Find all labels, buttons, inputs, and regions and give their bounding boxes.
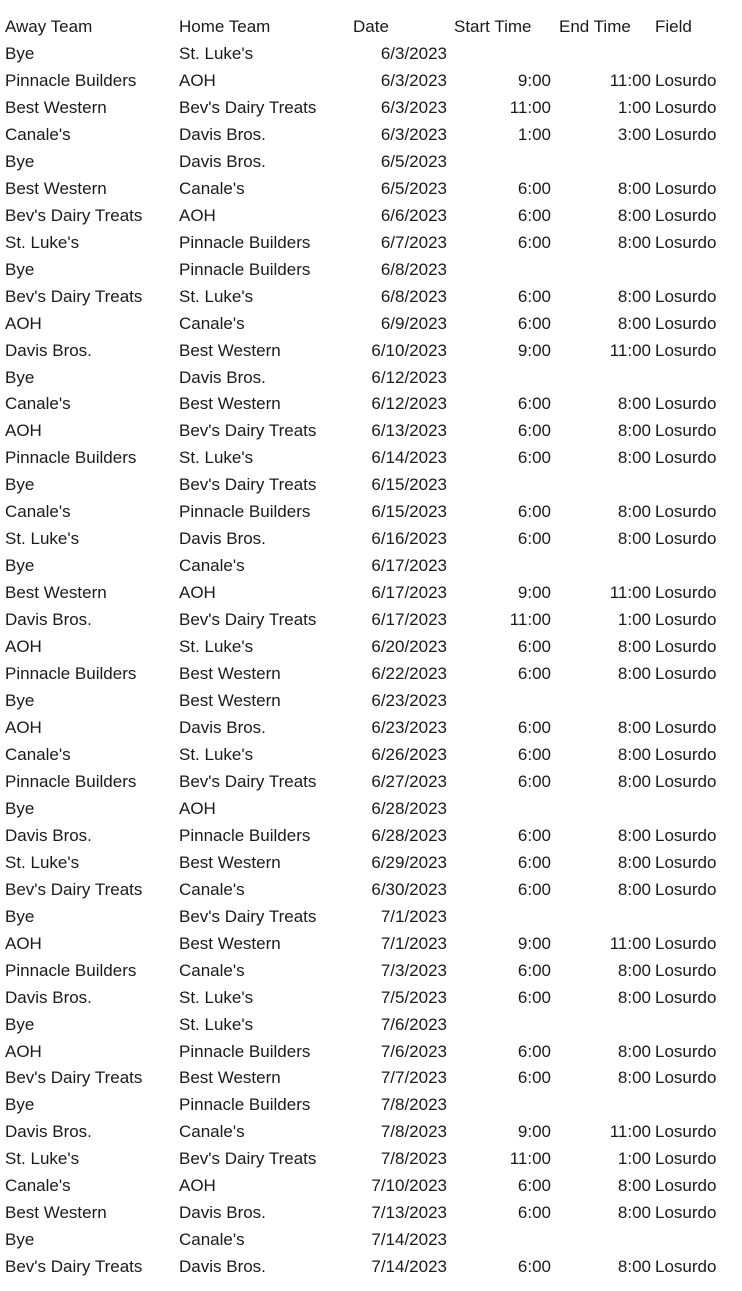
- away-team-cell: Bye: [5, 1230, 35, 1250]
- date-cell: 6/22/2023: [371, 664, 447, 684]
- table-row: [0, 525, 742, 552]
- home-team-cell: Best Western: [179, 691, 281, 711]
- date-cell: 6/26/2023: [371, 744, 447, 764]
- start-time-cell: 9:00: [517, 583, 551, 603]
- field-cell: Losurdo: [655, 825, 717, 845]
- date-cell: 6/14/2023: [371, 448, 447, 468]
- home-team-cell: Pinnacle Builders: [179, 1095, 311, 1115]
- table-row: [0, 1226, 742, 1253]
- table-row: [0, 471, 742, 498]
- date-cell: 6/17/2023: [371, 583, 447, 603]
- date-cell: 6/8/2023: [380, 286, 447, 306]
- header-home-team: Home Team: [179, 17, 271, 36]
- field-cell: Losurdo: [655, 664, 717, 684]
- table-row: [0, 364, 742, 391]
- home-team-cell: Pinnacle Builders: [179, 259, 311, 279]
- header-away-team: Away Team: [5, 17, 93, 36]
- home-team-cell: Pinnacle Builders: [179, 232, 311, 252]
- home-team-cell: St. Luke's: [179, 1014, 254, 1034]
- end-time-cell: 8:00: [617, 664, 651, 684]
- home-team-cell: Canale's: [179, 960, 245, 980]
- away-team-cell: St. Luke's: [5, 232, 80, 252]
- home-team-cell: AOH: [179, 583, 216, 603]
- home-team-cell: Davis Bros.: [179, 1257, 266, 1277]
- end-time-cell: 8:00: [617, 205, 651, 225]
- header-end-time: End Time: [559, 17, 631, 36]
- start-time-cell: 9:00: [517, 933, 551, 953]
- date-cell: 7/6/2023: [380, 1014, 447, 1034]
- start-time-cell: 6:00: [517, 1176, 551, 1196]
- home-team-cell: St. Luke's: [179, 448, 254, 468]
- start-time-cell: 6:00: [517, 1203, 551, 1223]
- table-row: [0, 579, 742, 606]
- start-time-cell: 6:00: [517, 960, 551, 980]
- table-row: [0, 256, 742, 283]
- table-row: [0, 1011, 742, 1038]
- home-team-cell: Davis Bros.: [179, 1203, 266, 1223]
- start-time-cell: 1:00: [517, 124, 551, 144]
- date-cell: 7/10/2023: [371, 1176, 447, 1196]
- end-time-cell: 11:00: [609, 340, 651, 360]
- home-team-cell: Davis Bros.: [179, 529, 266, 549]
- end-time-cell: 8:00: [617, 286, 651, 306]
- date-cell: 7/5/2023: [380, 987, 447, 1007]
- table-row: [0, 283, 742, 310]
- end-time-cell: 8:00: [617, 178, 651, 198]
- away-team-cell: Bev's Dairy Treats: [5, 205, 143, 225]
- home-team-cell: AOH: [179, 205, 216, 225]
- table-row: [0, 633, 742, 660]
- home-team-cell: St. Luke's: [179, 286, 254, 306]
- header-date: Date: [353, 17, 389, 36]
- date-cell: 7/8/2023: [380, 1095, 447, 1115]
- date-cell: 6/5/2023: [380, 178, 447, 198]
- home-team-cell: Davis Bros.: [179, 718, 266, 737]
- start-time-cell: 11:00: [509, 1149, 551, 1169]
- away-team-cell: Bye: [5, 1095, 35, 1115]
- start-time-cell: 6:00: [517, 718, 551, 737]
- home-team-cell: Pinnacle Builders: [179, 1041, 311, 1061]
- home-team-cell: Bev's Dairy Treats: [179, 97, 317, 117]
- home-team-cell: Best Western: [179, 394, 281, 414]
- table-row: [0, 1064, 742, 1091]
- home-team-cell: Canale's: [179, 1122, 245, 1142]
- date-cell: 6/15/2023: [371, 502, 447, 522]
- table-row: [0, 606, 742, 633]
- end-time-cell: 8:00: [617, 960, 651, 980]
- date-cell: 7/3/2023: [380, 960, 447, 980]
- end-time-cell: 8:00: [617, 313, 651, 333]
- table-row: [0, 1199, 742, 1226]
- table-row: [0, 795, 742, 822]
- field-cell: Losurdo: [655, 1041, 717, 1061]
- date-cell: 6/28/2023: [371, 825, 447, 845]
- field-cell: Losurdo: [655, 610, 717, 630]
- away-team-cell: AOH: [5, 421, 42, 441]
- away-team-cell: Bye: [5, 44, 35, 63]
- field-cell: Losurdo: [655, 1149, 717, 1169]
- table-row: [0, 202, 742, 229]
- away-team-cell: Bye: [5, 906, 35, 926]
- header-field: Field: [655, 17, 692, 36]
- table-row: [0, 94, 742, 121]
- table-row: [0, 1145, 742, 1172]
- end-time-cell: 8:00: [617, 394, 651, 414]
- start-time-cell: 6:00: [517, 313, 551, 333]
- end-time-cell: 8:00: [617, 448, 651, 468]
- away-team-cell: St. Luke's: [5, 852, 80, 872]
- field-cell: Losurdo: [655, 286, 717, 306]
- field-cell: Losurdo: [655, 97, 717, 117]
- table-row: [0, 552, 742, 579]
- date-cell: 6/3/2023: [380, 124, 447, 144]
- date-cell: 6/8/2023: [380, 259, 447, 279]
- table-row: [0, 1118, 742, 1145]
- table-row: [0, 1038, 742, 1065]
- table-row: [0, 67, 742, 94]
- home-team-cell: Davis Bros.: [179, 151, 266, 171]
- date-cell: 6/23/2023: [371, 718, 447, 737]
- away-team-cell: Bye: [5, 556, 35, 576]
- end-time-cell: 8:00: [617, 771, 651, 791]
- start-time-cell: 9:00: [517, 1122, 551, 1142]
- table-row: [0, 849, 742, 876]
- field-cell: Losurdo: [655, 852, 717, 872]
- date-cell: 6/12/2023: [371, 394, 447, 414]
- home-team-cell: St. Luke's: [179, 44, 254, 63]
- end-time-cell: 8:00: [617, 1176, 651, 1196]
- home-team-cell: Bev's Dairy Treats: [179, 610, 317, 630]
- table-row: [0, 1253, 742, 1280]
- away-team-cell: AOH: [5, 313, 42, 333]
- field-cell: Losurdo: [655, 421, 717, 441]
- away-team-cell: Best Western: [5, 97, 107, 117]
- date-cell: 6/3/2023: [380, 97, 447, 117]
- date-cell: 6/17/2023: [371, 610, 447, 630]
- start-time-cell: 11:00: [509, 97, 551, 117]
- table-row: [0, 121, 742, 148]
- field-cell: Losurdo: [655, 583, 717, 603]
- end-time-cell: 11:00: [609, 70, 651, 90]
- date-cell: 6/15/2023: [371, 475, 447, 495]
- field-cell: Losurdo: [655, 987, 717, 1007]
- field-cell: Losurdo: [655, 744, 717, 764]
- table-row: [0, 876, 742, 903]
- date-cell: 6/9/2023: [380, 313, 447, 333]
- end-time-cell: 1:00: [617, 1149, 651, 1169]
- table-row: [0, 417, 742, 444]
- home-team-cell: Bev's Dairy Treats: [179, 906, 317, 926]
- field-cell: Losurdo: [655, 340, 717, 360]
- end-time-cell: 1:00: [617, 97, 651, 117]
- date-cell: 6/10/2023: [371, 340, 447, 360]
- field-cell: Losurdo: [655, 1122, 717, 1142]
- table-row: [0, 1091, 742, 1118]
- away-team-cell: Bev's Dairy Treats: [5, 1068, 143, 1088]
- home-team-cell: Canale's: [179, 1230, 245, 1250]
- home-team-cell: AOH: [179, 1176, 216, 1196]
- start-time-cell: 6:00: [517, 771, 551, 791]
- away-team-cell: Bev's Dairy Treats: [5, 286, 143, 306]
- table-row: [0, 660, 742, 687]
- field-cell: Losurdo: [655, 502, 717, 522]
- start-time-cell: 6:00: [517, 421, 551, 441]
- end-time-cell: 8:00: [617, 1041, 651, 1061]
- start-time-cell: 6:00: [517, 825, 551, 845]
- home-team-cell: Davis Bros.: [179, 367, 266, 387]
- date-cell: 7/1/2023: [380, 933, 447, 953]
- table-row: [0, 984, 742, 1011]
- field-cell: Losurdo: [655, 394, 717, 414]
- home-team-cell: St. Luke's: [179, 637, 254, 657]
- table-row: [0, 930, 742, 957]
- field-cell: Losurdo: [655, 448, 717, 468]
- home-team-cell: Best Western: [179, 933, 281, 953]
- away-team-cell: Best Western: [5, 178, 107, 198]
- start-time-cell: 6:00: [517, 232, 551, 252]
- table-row: [0, 498, 742, 525]
- end-time-cell: 8:00: [617, 421, 651, 441]
- table-row: [0, 741, 742, 768]
- table-row: [0, 148, 742, 175]
- date-cell: 7/7/2023: [380, 1068, 447, 1088]
- away-team-cell: Pinnacle Builders: [5, 960, 137, 980]
- field-cell: Losurdo: [655, 313, 717, 333]
- date-cell: 6/29/2023: [371, 852, 447, 872]
- date-cell: 6/7/2023: [380, 232, 447, 252]
- date-cell: 6/28/2023: [371, 798, 447, 818]
- away-team-cell: Canale's: [5, 124, 71, 144]
- table-row: [0, 1172, 742, 1199]
- end-time-cell: 3:00: [617, 124, 651, 144]
- end-time-cell: 8:00: [617, 825, 651, 845]
- home-team-cell: Bev's Dairy Treats: [179, 475, 317, 495]
- start-time-cell: 6:00: [517, 502, 551, 522]
- away-team-cell: St. Luke's: [5, 529, 80, 549]
- date-cell: 6/27/2023: [371, 771, 447, 791]
- header-start-time: Start Time: [454, 17, 532, 36]
- start-time-cell: 6:00: [517, 879, 551, 899]
- start-time-cell: 6:00: [517, 664, 551, 684]
- header-row: [0, 13, 742, 40]
- end-time-cell: 8:00: [617, 718, 651, 737]
- start-time-cell: 9:00: [517, 340, 551, 360]
- home-team-cell: St. Luke's: [179, 744, 254, 764]
- away-team-cell: Canale's: [5, 744, 71, 764]
- home-team-cell: AOH: [179, 70, 216, 90]
- start-time-cell: 6:00: [517, 394, 551, 414]
- home-team-cell: Canale's: [179, 313, 245, 333]
- table-row: [0, 310, 742, 337]
- home-team-cell: AOH: [179, 798, 216, 818]
- start-time-cell: 6:00: [517, 744, 551, 764]
- table-row: [0, 768, 742, 795]
- field-cell: Losurdo: [655, 1068, 717, 1088]
- away-team-cell: Bye: [5, 259, 35, 279]
- date-cell: 7/8/2023: [380, 1122, 447, 1142]
- end-time-cell: 8:00: [617, 232, 651, 252]
- end-time-cell: 8:00: [617, 879, 651, 899]
- field-cell: Losurdo: [655, 529, 717, 549]
- away-team-cell: St. Luke's: [5, 1149, 80, 1169]
- away-team-cell: Bye: [5, 151, 35, 171]
- away-team-cell: Best Western: [5, 1203, 107, 1223]
- home-team-cell: Best Western: [179, 1068, 281, 1088]
- away-team-cell: Best Western: [5, 583, 107, 603]
- date-cell: 6/12/2023: [371, 367, 447, 387]
- date-cell: 6/5/2023: [380, 151, 447, 171]
- table-row: [0, 822, 742, 849]
- away-team-cell: AOH: [5, 718, 42, 737]
- table-row: [0, 903, 742, 930]
- home-team-cell: Canale's: [179, 178, 245, 198]
- date-cell: 6/16/2023: [371, 529, 447, 549]
- home-team-cell: Pinnacle Builders: [179, 825, 311, 845]
- field-cell: Losurdo: [655, 178, 717, 198]
- start-time-cell: 6:00: [517, 852, 551, 872]
- away-team-cell: Davis Bros.: [5, 610, 92, 630]
- date-cell: 6/6/2023: [380, 205, 447, 225]
- field-cell: Losurdo: [655, 70, 717, 90]
- home-team-cell: Bev's Dairy Treats: [179, 1149, 317, 1169]
- end-time-cell: 8:00: [617, 852, 651, 872]
- end-time-cell: 11:00: [609, 933, 651, 953]
- away-team-cell: AOH: [5, 933, 42, 953]
- start-time-cell: 6:00: [517, 286, 551, 306]
- home-team-cell: Canale's: [179, 556, 245, 576]
- away-team-cell: Bye: [5, 475, 35, 495]
- field-cell: Losurdo: [655, 879, 717, 899]
- field-cell: Losurdo: [655, 124, 717, 144]
- date-cell: 7/14/2023: [371, 1230, 447, 1250]
- field-cell: Losurdo: [655, 637, 717, 657]
- table-row: [0, 687, 742, 714]
- away-team-cell: Davis Bros.: [5, 1122, 92, 1142]
- away-team-cell: Bye: [5, 691, 35, 711]
- home-team-cell: St. Luke's: [179, 987, 254, 1007]
- home-team-cell: Bev's Dairy Treats: [179, 771, 317, 791]
- field-cell: Losurdo: [655, 771, 717, 791]
- date-cell: 7/1/2023: [380, 906, 447, 926]
- field-cell: Losurdo: [655, 205, 717, 225]
- away-team-cell: Bye: [5, 798, 35, 818]
- away-team-cell: Bev's Dairy Treats: [5, 879, 143, 899]
- start-time-cell: 6:00: [517, 448, 551, 468]
- date-cell: 6/13/2023: [371, 421, 447, 441]
- end-time-cell: 8:00: [617, 529, 651, 549]
- table-row: [0, 444, 742, 471]
- date-cell: 6/3/2023: [380, 70, 447, 90]
- home-team-cell: Canale's: [179, 879, 245, 899]
- away-team-cell: Canale's: [5, 394, 71, 414]
- start-time-cell: 6:00: [517, 1257, 551, 1277]
- end-time-cell: 8:00: [617, 1068, 651, 1088]
- table-row: [0, 337, 742, 364]
- end-time-cell: 11:00: [609, 1122, 651, 1142]
- date-cell: 6/3/2023: [380, 44, 447, 63]
- away-team-cell: Bye: [5, 367, 35, 387]
- start-time-cell: 6:00: [517, 1041, 551, 1061]
- away-team-cell: Pinnacle Builders: [5, 448, 137, 468]
- table-row: [0, 390, 742, 417]
- field-cell: Losurdo: [655, 1257, 717, 1277]
- end-time-cell: 8:00: [617, 744, 651, 764]
- start-time-cell: 11:00: [509, 610, 551, 630]
- date-cell: 6/30/2023: [371, 879, 447, 899]
- date-cell: 7/6/2023: [380, 1041, 447, 1061]
- home-team-cell: Pinnacle Builders: [179, 502, 311, 522]
- end-time-cell: 11:00: [609, 583, 651, 603]
- start-time-cell: 6:00: [517, 1068, 551, 1088]
- away-team-cell: Canale's: [5, 502, 71, 522]
- field-cell: Losurdo: [655, 232, 717, 252]
- date-cell: 6/20/2023: [371, 637, 447, 657]
- away-team-cell: Pinnacle Builders: [5, 664, 137, 684]
- field-cell: Losurdo: [655, 1176, 717, 1196]
- table-row: [0, 714, 742, 741]
- table-row: [0, 40, 742, 67]
- start-time-cell: 6:00: [517, 178, 551, 198]
- away-team-cell: Canale's: [5, 1176, 71, 1196]
- date-cell: 7/13/2023: [371, 1203, 447, 1223]
- field-cell: Losurdo: [655, 718, 717, 737]
- away-team-cell: Bye: [5, 1014, 35, 1034]
- field-cell: Losurdo: [655, 1203, 717, 1223]
- start-time-cell: 6:00: [517, 987, 551, 1007]
- end-time-cell: 8:00: [617, 637, 651, 657]
- date-cell: 6/23/2023: [371, 691, 447, 711]
- home-team-cell: Davis Bros.: [179, 124, 266, 144]
- date-cell: 6/17/2023: [371, 556, 447, 576]
- date-cell: 7/8/2023: [380, 1149, 447, 1169]
- away-team-cell: Bev's Dairy Treats: [5, 1257, 143, 1277]
- away-team-cell: Pinnacle Builders: [5, 771, 137, 791]
- away-team-cell: Pinnacle Builders: [5, 70, 137, 90]
- field-cell: Losurdo: [655, 933, 717, 953]
- end-time-cell: 8:00: [617, 1257, 651, 1277]
- home-team-cell: Best Western: [179, 664, 281, 684]
- away-team-cell: Davis Bros.: [5, 825, 92, 845]
- home-team-cell: Best Western: [179, 852, 281, 872]
- table-row: [0, 175, 742, 202]
- start-time-cell: 9:00: [517, 70, 551, 90]
- start-time-cell: 6:00: [517, 205, 551, 225]
- home-team-cell: Bev's Dairy Treats: [179, 421, 317, 441]
- start-time-cell: 6:00: [517, 529, 551, 549]
- away-team-cell: AOH: [5, 1041, 42, 1061]
- home-team-cell: Best Western: [179, 340, 281, 360]
- end-time-cell: 8:00: [617, 987, 651, 1007]
- away-team-cell: Davis Bros.: [5, 340, 92, 360]
- date-cell: 7/14/2023: [371, 1257, 447, 1277]
- away-team-cell: AOH: [5, 637, 42, 657]
- field-cell: Losurdo: [655, 960, 717, 980]
- end-time-cell: 1:00: [617, 610, 651, 630]
- table-row: [0, 229, 742, 256]
- start-time-cell: 6:00: [517, 637, 551, 657]
- end-time-cell: 8:00: [617, 1203, 651, 1223]
- away-team-cell: Davis Bros.: [5, 987, 92, 1007]
- end-time-cell: 8:00: [617, 502, 651, 522]
- table-row: [0, 957, 742, 984]
